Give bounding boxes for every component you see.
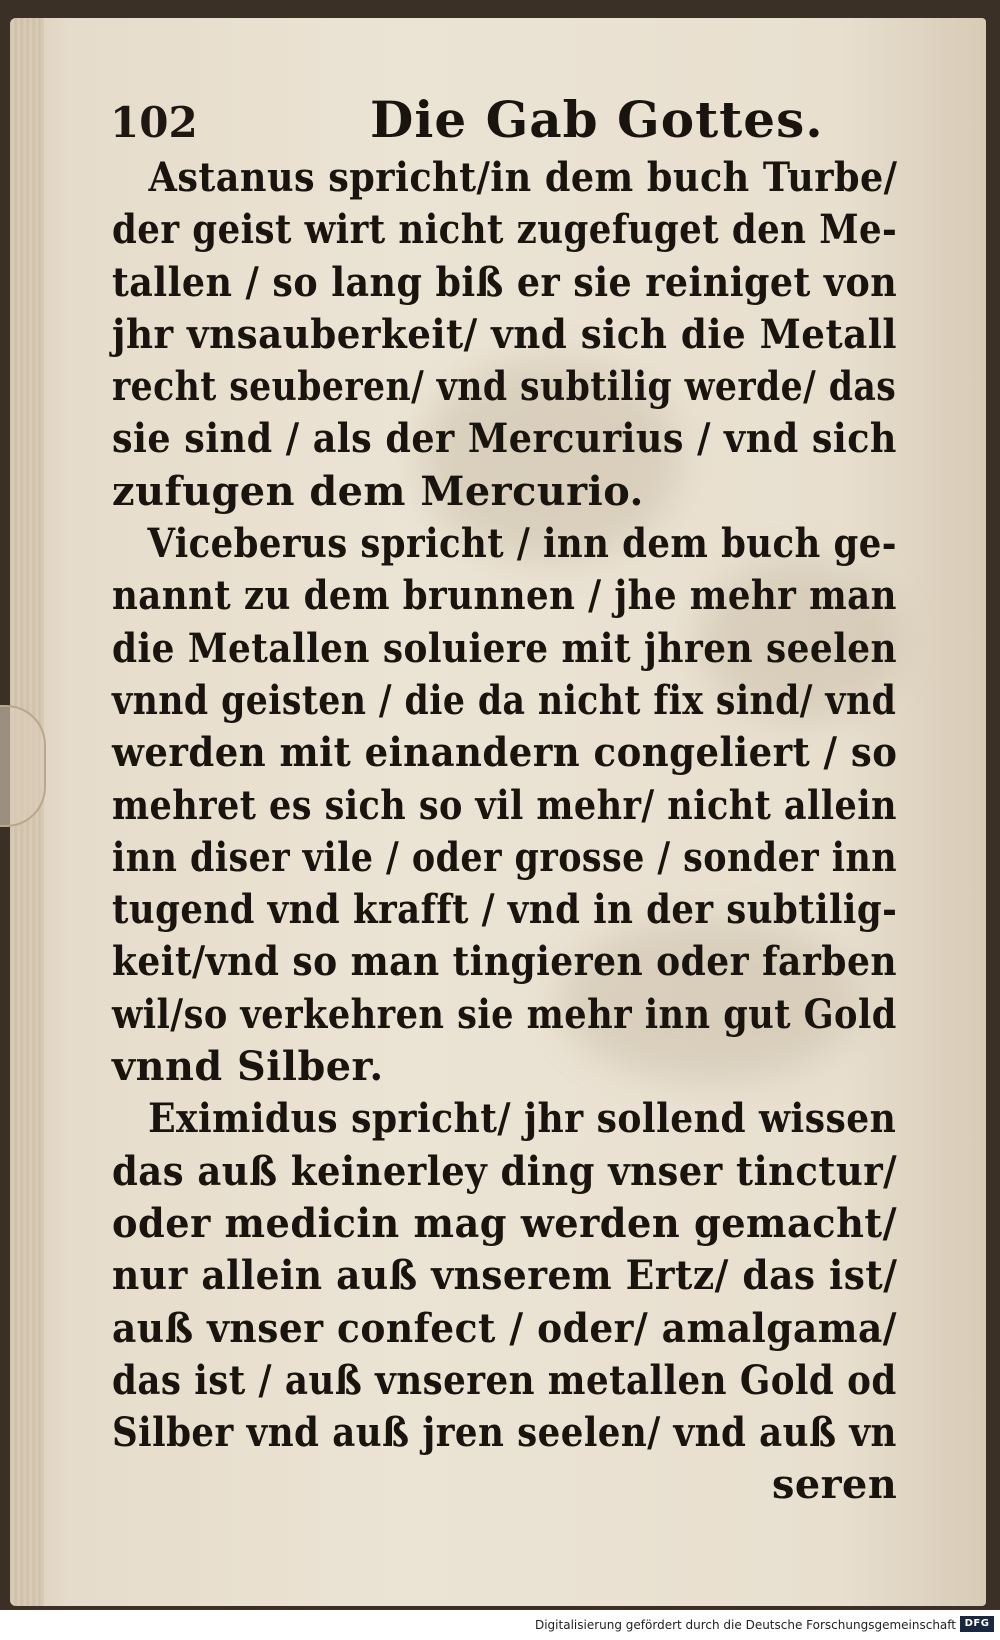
- catchword: seren: [771, 1461, 898, 1509]
- text-line: nur allein auß vnserem Ertz/ das ist/: [112, 1252, 898, 1300]
- text-line: das ist / auß vnseren metallen Gold od: [112, 1356, 897, 1404]
- text-line: werden mit einandern congeliert / so: [112, 729, 898, 777]
- text-line: nannt zu dem brunnen / jhe mehr man: [112, 572, 897, 620]
- text-line: wil/so verkehren sie mehr inn gut Gold: [112, 990, 897, 1038]
- binding-clip: [0, 705, 46, 827]
- text-line: oder medicin mag werden gemacht/: [112, 1199, 898, 1247]
- text-line: auß vnser confect / oder/ amalgama/: [112, 1304, 897, 1352]
- page-number: 102: [110, 98, 198, 147]
- text-line: Silber vnd auß jren seelen/ vnd auß vn: [112, 1409, 897, 1457]
- text-line: vnnd geisten / die da nicht fix sind/ vnd: [112, 676, 897, 724]
- text-line: Astanus spricht/in dem buch Turbe/: [148, 154, 898, 201]
- text-line: inn diser vile / oder grosse / sonder inn: [112, 833, 898, 881]
- text-line: zufugen dem Mercurio.: [112, 467, 644, 515]
- text-line: jhr vnsauberkeit/ vnd sich die Metall: [112, 310, 897, 358]
- text-line: tallen / so lang biß er sie reiniget von: [112, 258, 898, 306]
- funding-credit: Digitalisierung gefördert durch die Deutsche Forschungsgemeinschaft: [534, 1618, 956, 1632]
- running-title: Die Gab Gottes.: [370, 90, 824, 149]
- text-line: der geist wirt nicht zugefuget den Me-: [112, 206, 898, 254]
- text-line: vnnd Silber.: [112, 1043, 384, 1091]
- footer-bar: [0, 1610, 1000, 1640]
- text-line: die Metallen soluiere mit jhren seelen: [112, 624, 898, 672]
- text-line: recht seuberen/ vnd subtilig werde/ das: [112, 363, 897, 411]
- page-header: [110, 90, 890, 150]
- text-line: sie sind / als der Mercurius / vnd sich: [112, 415, 897, 463]
- body-text: [112, 152, 902, 1512]
- text-line: mehret es sich so vil mehr/ nicht allein: [112, 781, 897, 829]
- text-line: tugend vnd krafft / vnd in der subtilig-: [112, 886, 898, 934]
- text-line: Viceberus spricht / inn dem buch ge-: [147, 520, 897, 568]
- text-line: das auß keinerley ding vnser tinctur/: [112, 1147, 898, 1195]
- text-line: Eximidus spricht/ jhr sollend wissen: [148, 1095, 897, 1143]
- text-line: keit/vnd so man tingieren oder farben: [112, 938, 897, 986]
- dfg-logo-icon: DFG: [960, 1616, 994, 1632]
